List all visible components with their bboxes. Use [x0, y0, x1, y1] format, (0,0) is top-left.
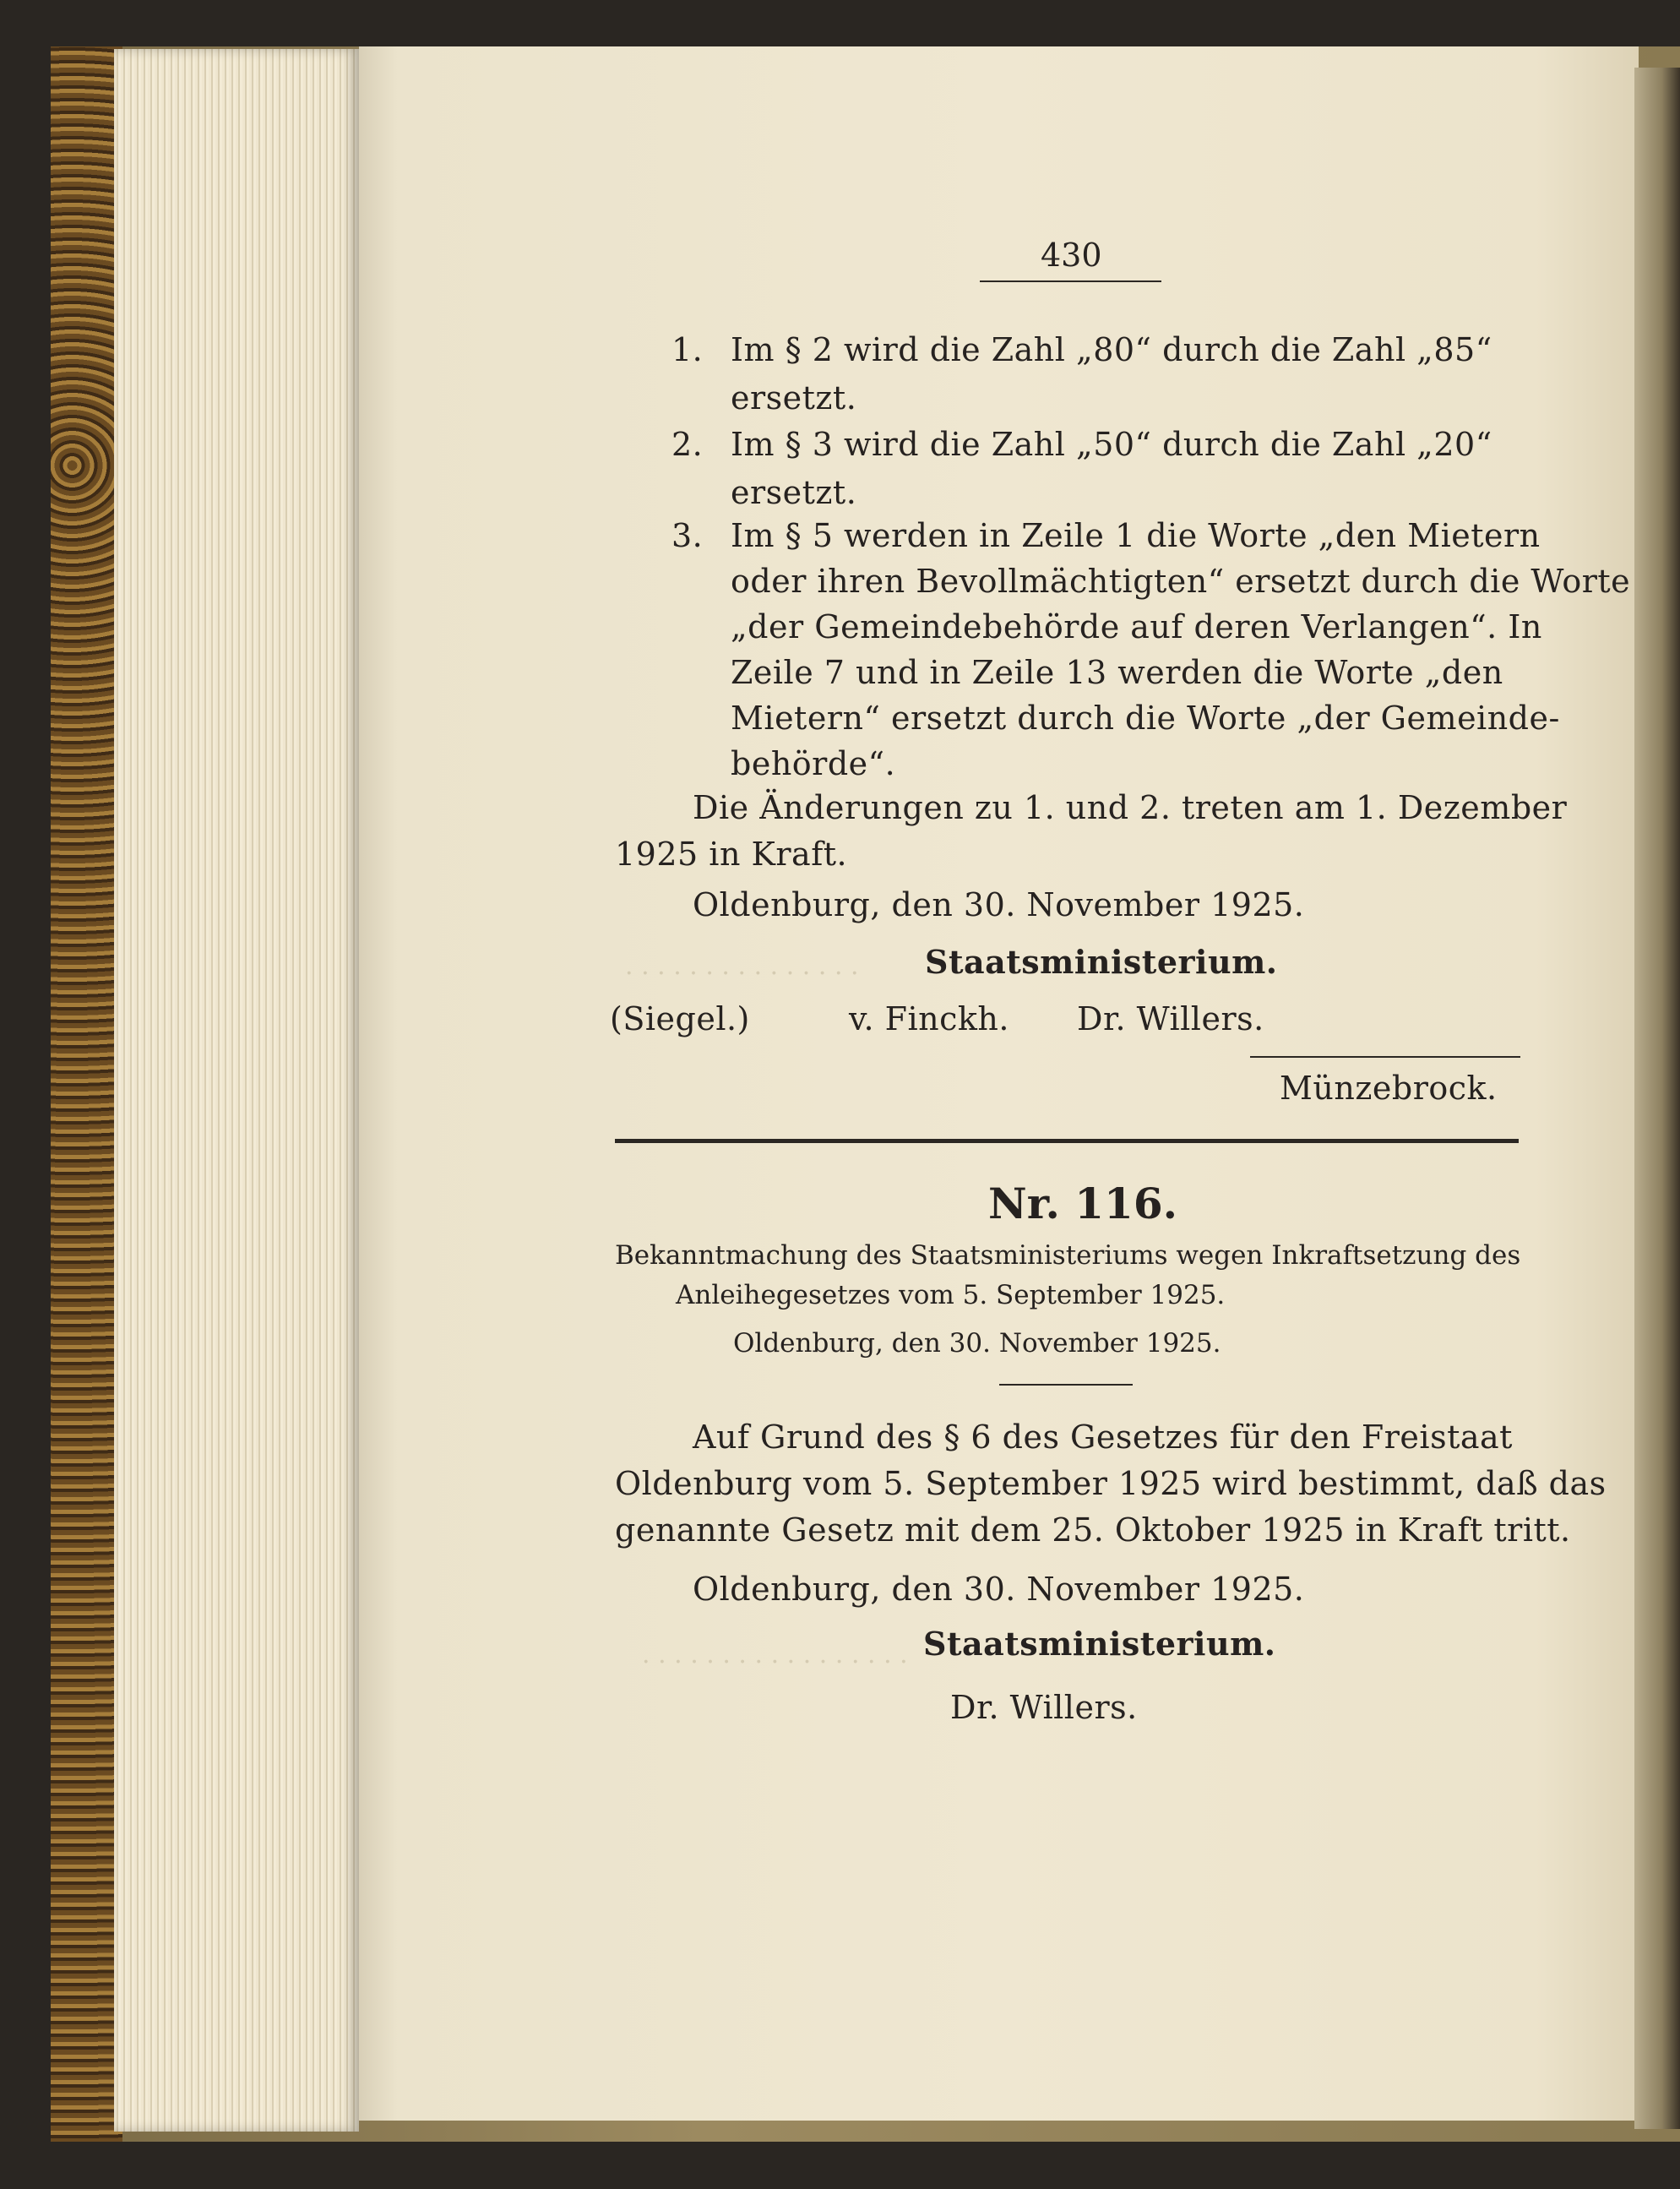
heading-rule	[999, 1384, 1133, 1386]
seal-label: (Siegel.)	[610, 1000, 750, 1037]
body-text: Oldenburg vom 5. September 1925 wird bestimmt, daß das	[615, 1465, 1607, 1502]
changes-text: 1925 in Kraft.	[615, 836, 848, 873]
page-number: 430	[1041, 237, 1102, 274]
item-text: „der Gemeindebehörde auf deren Verlangen“. In	[731, 608, 1542, 645]
item-number: 1.	[671, 331, 704, 368]
book-spine	[51, 46, 122, 2142]
section-divider	[615, 1139, 1519, 1143]
section-date: Oldenburg, den 30. November 1925.	[733, 1328, 1221, 1359]
item-text: Im § 3 wird die Zahl „50“ durch die Zahl „20“	[731, 426, 1492, 463]
item-number: 2.	[671, 426, 704, 463]
signature: Dr. Willers.	[950, 1689, 1138, 1726]
page-gutter	[1634, 68, 1680, 2129]
item-number: 3.	[671, 517, 704, 554]
bleed-through: · · · · · · · · · · · · · · ·	[625, 959, 859, 988]
section-title: Nr. 116.	[988, 1179, 1178, 1228]
item-text: Mietern“ ersetzt durch die Worte „der Gemeinde-	[731, 700, 1560, 737]
section-subtitle: Bekanntmachung des Staatsministeriums wegen Inkraftsetzung des	[615, 1240, 1521, 1271]
changes-text: Die Änderungen zu 1. und 2. treten am 1. Dezember	[693, 789, 1568, 826]
signature: Münzebrock.	[1280, 1070, 1498, 1107]
date-line: Oldenburg, den 30. November 1925.	[693, 886, 1305, 923]
signature: Dr. Willers.	[1077, 1000, 1264, 1037]
item-text: behörde“.	[731, 745, 896, 782]
bleed-through: · · · · · · · · · · · · · · · · ·	[642, 1647, 908, 1677]
page-edges	[114, 49, 359, 2132]
item-text: Zeile 7 und in Zeile 13 werden die Worte „den	[731, 654, 1503, 691]
body-text: Auf Grund des § 6 des Gesetzes für den Freistaat	[693, 1418, 1513, 1456]
item-text: Im § 2 wird die Zahl „80“ durch die Zahl „85“	[731, 331, 1492, 368]
ministry-title: Staatsministerium.	[923, 1625, 1276, 1663]
signature-rule	[1250, 1056, 1520, 1058]
date-line: Oldenburg, den 30. November 1925.	[693, 1571, 1305, 1608]
body-text: genannte Gesetz mit dem 25. Oktober 1925 in Kraft tritt.	[615, 1511, 1571, 1549]
page-number-rule	[980, 280, 1161, 282]
item-text: Im § 5 werden in Zeile 1 die Worte „den Mietern	[731, 517, 1541, 554]
item-text: oder ihren Bevollmächtigten“ ersetzt durch die Worte	[731, 563, 1631, 600]
signature: v. Finckh.	[849, 1000, 1009, 1037]
ministry-title: Staatsministerium.	[925, 943, 1278, 981]
section-subtitle: Anleihegesetzes vom 5. September 1925.	[676, 1280, 1226, 1310]
item-text: ersetzt.	[731, 379, 857, 417]
item-text: ersetzt.	[731, 474, 857, 511]
